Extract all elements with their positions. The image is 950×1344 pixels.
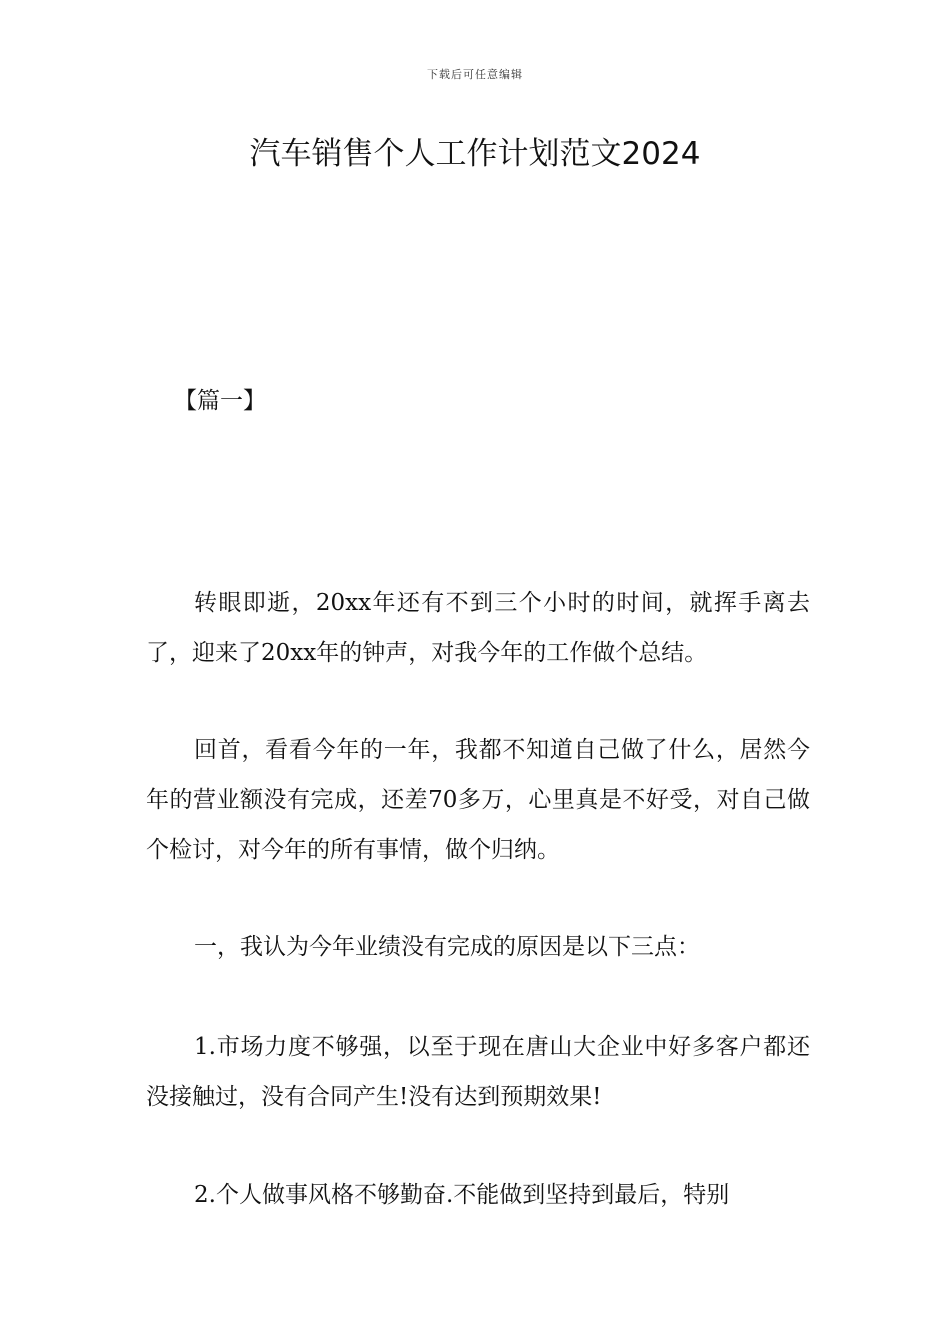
header-note: 下载后可任意编辑 [427,68,523,81]
paragraph-4: 1.市场力度不够强，以至于现在唐山大企业中好多客户都还没接触过，没有合同产生!没有达到预期效果! [146,1034,810,1110]
paragraph-5: 2.个人做事风格不够勤奋.不能做到坚持到最后，特别 [194,1182,730,1208]
paragraph-3: 一，我认为今年业绩没有完成的原因是以下三点： [194,934,700,960]
document-title: 汽车销售个人工作计划范文2024 [249,136,701,172]
section-heading: 【篇一】 [174,388,266,414]
paragraph-1: 转眼即逝，20xx年还有不到三个小时的时间，就挥手离去了，迎来了20xx年的钟声，对我今年的工作做个总结。 [146,590,810,666]
paragraph-2: 回首，看看今年的一年，我都不知道自己做了什么，居然今年的营业额没有完成，还差70多万，心里真是不好受，对自己做个检讨，对今年的所有事情，做个归纳。 [146,737,810,863]
